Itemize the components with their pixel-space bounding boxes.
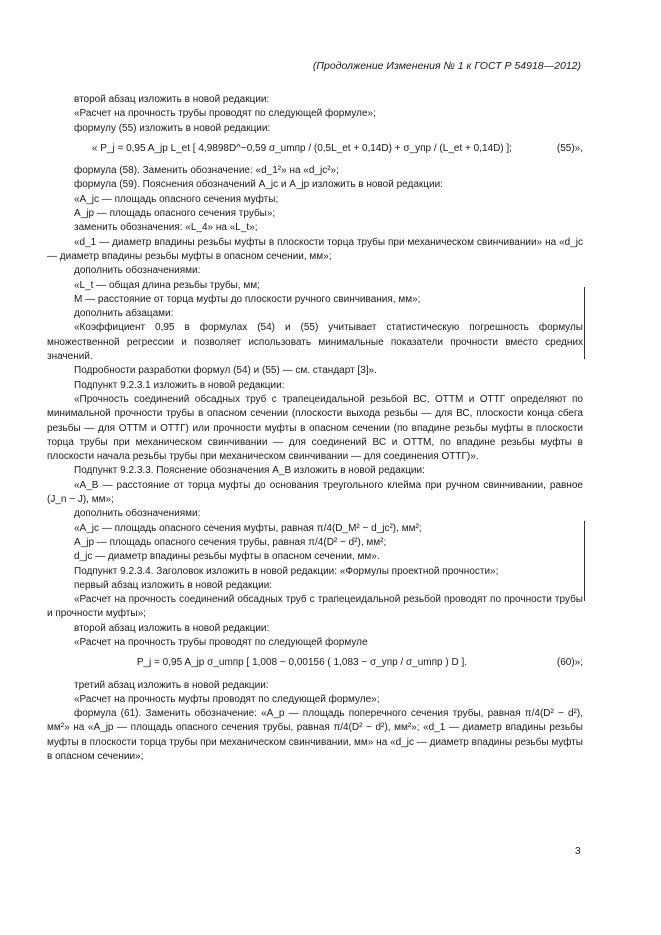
- paragraph: «A_B — расстояние от торца муфты до основания треугольного клейма при ручном свинчивании, равное (J_n − J), мм»;: [47, 479, 583, 506]
- paragraph: формулу (55) изложить в новой редакции:: [74, 122, 271, 134]
- paragraph: «d_1 — диаметр впадины резьбы муфты в плоскости торца трубы при механическом свинчивании» на «d_jc — диаметр впадины резьбы муфты в опасном сечении, мм»;: [47, 236, 583, 262]
- running-header: (Продолжение Изменения № 1 к ГОСТ Р 54918—2012): [312, 60, 581, 72]
- paragraph: Подпункт 9.2.3.3. Пояснение обозначения A_B изложить в новой редакции:: [74, 465, 425, 477]
- document-body: [47, 93, 583, 764]
- paragraph: «Прочность соединений обсадных труб с трапецеидальной резьбой ВС, ОТТМ и ОТТГ определяют по минимальной прочности трубы в опасном сечении (плоскости выхода резьбы — для ВС, плоскости конца сбега резьбы — для ОТТМ и ОТТГ) или прочности муфты в опасном сечении (по впадине резьбы муфты в плоскости торца трубы при механическом свинчивании — для соединений ВС и ОТТМ, по впадине резьбы муфты в плоскости начала резьбы трубы при механическом свинчивании — для соединения ОТТГ)».: [47, 393, 583, 463]
- paragraph: заменить обозначения: «L_4» на «L_t»;: [74, 222, 258, 234]
- equation-60: [47, 656, 583, 670]
- paragraph: «Расчет на прочность трубы проводят по следующей формуле: [74, 636, 368, 648]
- paragraph: M — расстояние от торца муфты до плоскости ручного свинчивания, мм»;: [74, 293, 421, 305]
- equation-55: [47, 142, 583, 156]
- paragraph: «Коэффициент 0,95 в формулах (54) и (55) учитывает статистическую погрешность формулы множественной регрессии и позволяет использовать минимальные показатели прочности вместо средних значений.: [47, 322, 583, 363]
- paragraph: A_jp — площадь опасного сечения трубы»;: [74, 208, 276, 220]
- paragraph: формула (61). Заменить обозначение: «A_p — площадь поперечного сечения трубы, равная π/4(D² − d²), мм²» на «A_jp — площадь опасного сечения трубы, равная π/4(D² − d²), мм²»; «d_1 — диаметр впадины резьбы муфты в плоскости торца трубы при механическом свинчивании, мм» на «d_jc — диаметр впадины резьбы муфты в опасном сечении»;: [47, 708, 583, 763]
- paragraph: Подробности разработки формул (54) и (55) — см. стандарт [3]».: [74, 365, 377, 377]
- paragraph: второй абзац изложить в новой редакции:: [74, 622, 270, 634]
- paragraph: формула (58). Заменить обозначение: «d_1²» на «d_jc²»;: [74, 165, 339, 177]
- paragraph: «A_jc — площадь опасного сечения муфты;: [74, 193, 279, 205]
- paragraph: дополнить обозначениями:: [74, 508, 201, 520]
- equation-formula: « P_j = 0,95 A_jp L_et [ 4,9898D^−0,59 σ_umпр / (0,5L_et + 0,14D) + σ_yпр / (L_et + 0,14D) ];: [91, 142, 512, 154]
- paragraph: Подпункт 9.2.3.1 изложить в новой редакции:: [74, 379, 285, 391]
- paragraph: «L_t — общая длина резьбы трубы, мм;: [74, 279, 260, 291]
- paragraph: второй абзац изложить в новой редакции:: [74, 94, 270, 105]
- paragraph: «Расчет на прочность трубы проводят по следующей формуле»;: [74, 108, 376, 120]
- paragraph: Подпункт 9.2.3.4. Заголовок изложить в новой редакции: «Формулы проектной прочности»;: [74, 565, 499, 577]
- paragraph: дополнить обозначениями:: [74, 265, 201, 277]
- paragraph: «Расчет на прочность муфты проводят по следующей формуле»;: [74, 693, 380, 705]
- paragraph: первый абзац изложить в новой редакции:: [74, 579, 273, 591]
- paragraph: «Расчет на прочность соединений обсадных труб с трапецеидальной резьбой проводят по прочности трубы и прочности муфты»;: [47, 594, 583, 620]
- paragraph: d_jc — диаметр впадины резьбы муфты в опасном сечении, мм».: [74, 551, 380, 563]
- equation-number: (55)»,: [556, 142, 583, 154]
- paragraph: A_jp — площадь опасного сечения трубы, равная π/4(D² − d²), мм²;: [74, 536, 387, 548]
- equation-formula: P_j = 0,95 A_jp σ_umпр [ 1,008 − 0,00156 ( 1,083 − σ_yпр / σ_umпр ) D ].: [136, 657, 468, 669]
- paragraph: дополнить абзацами:: [74, 308, 174, 320]
- change-bar: [584, 287, 585, 359]
- paragraph: «A_jc — площадь опасного сечения муфты, равная π/4(D_M² − d_jc²), мм²;: [74, 522, 422, 534]
- change-bar: [584, 521, 585, 601]
- equation-number: (60)»;: [556, 657, 583, 669]
- page-number: 3: [575, 846, 581, 857]
- paragraph: формула (59). Пояснения обозначений A_jc и A_jp изложить в новой редакции:: [74, 179, 443, 191]
- paragraph: третий абзац изложить в новой редакции:: [74, 679, 269, 691]
